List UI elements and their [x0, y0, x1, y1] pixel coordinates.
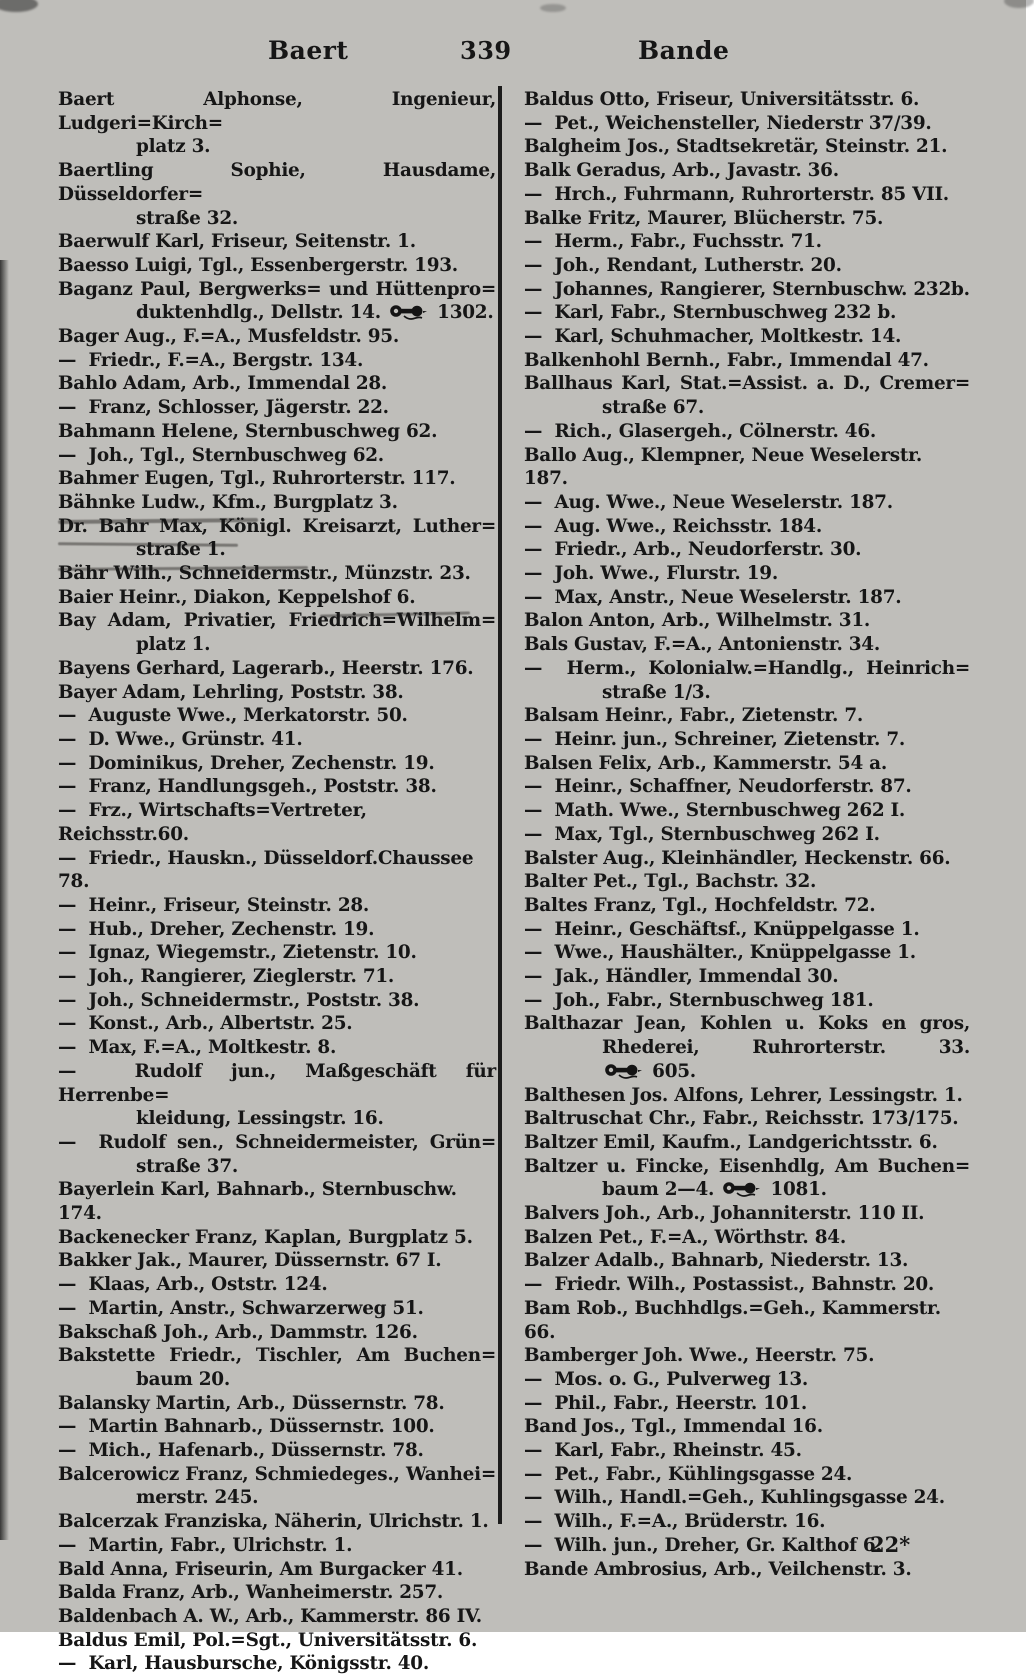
- entry-line: merstr. 245.: [136, 1487, 259, 1509]
- entry-line: Baldus Emil, Pol.=Sgt., Universitätsstr. 6.: [58, 1629, 478, 1651]
- directory-entry: [524, 88, 970, 112]
- directory-entry: [58, 681, 496, 705]
- directory-column-left: [58, 88, 496, 1676]
- entry-line: Balzer Adalb., Bahnarb, Niederstr. 13.: [524, 1250, 909, 1272]
- entry-line: — Ignaz, Wiegemstr., Zietenstr. 10.: [58, 942, 417, 964]
- directory-entry: [58, 1344, 496, 1391]
- scan-smudge: [0, 0, 38, 12]
- entry-line: — Martin, Fabr., Ulrichstr. 1.: [58, 1534, 353, 1556]
- entry-line: kleidung, Lessingstr. 16.: [136, 1108, 384, 1130]
- directory-entry: [524, 207, 970, 231]
- entry-line: — Jak., Händler, Immendal 30.: [524, 966, 839, 988]
- entry-line: Baertling Sophie, Hausdame, Düsseldorfer=: [58, 160, 496, 205]
- directory-entry: [524, 1107, 970, 1131]
- directory-entry: [58, 1415, 496, 1439]
- signature-mark: 22*: [870, 1532, 911, 1557]
- entry-line: Balcerowicz Franz, Schmiedeges., Wanhei=: [58, 1463, 496, 1485]
- directory-entry: [524, 657, 970, 704]
- entry-line: Bald Anna, Friseurin, Am Burgacker 41.: [58, 1558, 463, 1580]
- directory-entry: [58, 728, 496, 752]
- directory-entry: [58, 1178, 496, 1225]
- entry-line: Balsen Felix, Arb., Kammerstr. 54 a.: [524, 752, 887, 774]
- entry-line: — Konst., Arb., Albertstr. 25.: [58, 1013, 353, 1035]
- entry-line: — Dominikus, Dreher, Zechenstr. 19.: [58, 752, 435, 774]
- entry-line: Balke Fritz, Maurer, Blücherstr. 75.: [524, 207, 884, 229]
- entry-line: straße 1/3.: [602, 681, 711, 703]
- guide-word-right: Bande: [638, 36, 730, 65]
- directory-entry: [58, 1463, 496, 1510]
- directory-entry: [524, 278, 970, 302]
- entry-line: Baltes Franz, Tgl., Hochfeldstr. 72.: [524, 894, 876, 916]
- page-number: 339: [460, 36, 512, 65]
- entry-line: — Joh., Tgl., Sternbuschweg 62.: [58, 444, 384, 466]
- directory-column-right: [524, 88, 970, 1581]
- entry-line: — Mos. o. G., Pulverweg 13.: [524, 1368, 809, 1390]
- directory-entry: [58, 1012, 496, 1036]
- entry-line: Baldenbach A. W., Arb., Kammerstr. 86 IV.: [58, 1606, 482, 1627]
- entry-line: Bakstette Friedr., Tischler, Am Buchen=: [58, 1345, 496, 1367]
- entry-line: Bahmer Eugen, Tgl., Ruhrorterstr. 117.: [58, 468, 456, 490]
- entry-line: Balthesen Jos. Alfons, Lehrer, Lessingstr. 1.: [524, 1084, 963, 1106]
- directory-entry: [524, 752, 970, 776]
- directory-entry: [58, 1605, 496, 1629]
- entry-line: — Pet., Weichensteller, Niederstr 37/39.: [524, 112, 932, 134]
- directory-entry: [58, 372, 496, 396]
- directory-entry: [58, 965, 496, 989]
- directory-entry: [524, 444, 970, 491]
- directory-entry: [524, 965, 970, 989]
- entry-line: — Rich., Glasergeh., Cölnerstr. 46.: [524, 420, 877, 442]
- directory-entry: [524, 941, 970, 965]
- directory-entry: [58, 586, 496, 610]
- directory-entry: [524, 1486, 970, 1510]
- entry-line: Balthazar Jean, Kohlen u. Koks en gros,: [524, 1013, 970, 1035]
- directory-entry: [58, 420, 496, 444]
- directory-entry: [524, 1155, 970, 1202]
- entry-line: — Klaas, Arb., Oststr. 124.: [58, 1274, 328, 1296]
- entry-line: baum 2—4. 1081.: [602, 1179, 827, 1201]
- entry-line: Balvers Joh., Arb., Johanniterstr. 110 II.: [524, 1203, 925, 1225]
- entry-line: — Karl, Hausbursche, Königsstr. 40.: [58, 1653, 430, 1675]
- directory-entry: [58, 325, 496, 349]
- directory-entry: [58, 254, 496, 278]
- directory-entry: [58, 467, 496, 491]
- directory-entry: [58, 349, 496, 373]
- entry-line: — Joh., Schneidermstr., Poststr. 38.: [58, 989, 420, 1011]
- entry-line: — Karl, Fabr., Sternbuschweg 232 b.: [524, 302, 897, 324]
- directory-entry: [524, 704, 970, 728]
- entry-line: — Joh. Wwe., Flurstr. 19.: [524, 563, 778, 585]
- entry-line: — Martin Bahnarb., Düssernstr. 100.: [58, 1416, 435, 1438]
- entry-line: Balkenhohl Bernh., Fabr., Immendal 47.: [524, 349, 929, 371]
- scan-smudge: [540, 4, 566, 12]
- entry-line: Bay Adam, Privatier, Friedrich=Wilhelm=: [58, 610, 496, 632]
- entry-line: — Karl, Fabr., Rheinstr. 45.: [524, 1440, 802, 1462]
- entry-line: — Johannes, Rangierer, Sternbuschw. 232b.: [524, 278, 970, 300]
- entry-line: Bager Aug., F.=A., Musfeldstr. 95.: [58, 326, 400, 348]
- directory-entry: [524, 989, 970, 1013]
- directory-entry: [58, 847, 496, 894]
- entry-line: Balansky Martin, Arb., Düssernstr. 78.: [58, 1392, 445, 1414]
- entry-line: Rhederei, Ruhrorterstr. 33.: [602, 1037, 970, 1059]
- directory-entry: [524, 894, 970, 918]
- entry-line: Balon Anton, Arb., Wilhelmstr. 31.: [524, 610, 871, 632]
- directory-entry: [524, 775, 970, 799]
- directory-entry: [58, 657, 496, 681]
- directory-entry: [58, 1534, 496, 1558]
- entry-line: duktenhdlg., Dellstr. 14. 1302.: [136, 302, 494, 324]
- directory-entry: [58, 562, 496, 586]
- directory-entry: [524, 301, 970, 325]
- entry-line: — Rudolf jun., Maßgeschäft für Herrenbe=: [58, 1060, 496, 1106]
- directory-entry: [58, 775, 496, 799]
- entry-line: — Franz, Handlungsgeh., Poststr. 38.: [58, 776, 437, 798]
- entry-line: Bamberger Joh. Wwe., Heerstr. 75.: [524, 1345, 875, 1367]
- entry-line: baum 20.: [136, 1368, 231, 1390]
- directory-entry: [58, 444, 496, 468]
- entry-line: — Wilh., Handl.=Geh., Kuhlingsgasse 24.: [524, 1487, 945, 1509]
- directory-entry: [524, 1226, 970, 1250]
- entry-line: — Max, Tgl., Sternbuschweg 262 I.: [524, 823, 880, 845]
- directory-entry: [524, 1131, 970, 1155]
- entry-line: — Friedr., Arb., Neudorferstr. 30.: [524, 539, 862, 561]
- entry-line: Baerwulf Karl, Friseur, Seitenstr. 1.: [58, 231, 416, 253]
- directory-entry: [58, 1249, 496, 1273]
- directory-entry: [524, 325, 970, 349]
- scan-smudge: [1004, 0, 1034, 8]
- entry-line: — Herm., Fabr., Fuchsstr. 71.: [524, 231, 822, 253]
- entry-line: — Frz., Wirtschafts=Vertreter, Reichsstr.60.: [58, 800, 367, 845]
- entry-line: Balgheim Jos., Stadtsekretär, Steinstr. 21.: [524, 136, 948, 158]
- directory-entry: [524, 1392, 970, 1416]
- directory-entry: [524, 135, 970, 159]
- entry-line: — Phil., Fabr., Heerstr. 101.: [524, 1392, 808, 1414]
- telephone-icon: [390, 304, 428, 320]
- entry-line: — Heinr., Schaffner, Neudorferstr. 87.: [524, 776, 912, 798]
- directory-entry: [524, 1297, 970, 1344]
- entry-line: — Wilh. jun., Dreher, Gr. Kalthof 6.: [524, 1534, 882, 1556]
- directory-entry: [524, 515, 970, 539]
- directory-entry: [58, 1297, 496, 1321]
- directory-entry: [524, 562, 970, 586]
- entry-line: — Hub., Dreher, Zechenstr. 19.: [58, 918, 375, 940]
- directory-entry: [524, 1558, 970, 1582]
- entry-line: — Pet., Fabr., Kühlingsgasse 24.: [524, 1463, 853, 1485]
- entry-line: — Max, F.=A., Moltkestr. 8.: [58, 1037, 337, 1059]
- directory-entry: [58, 1131, 496, 1178]
- directory-entry: [524, 538, 970, 562]
- directory-entry: [58, 1581, 496, 1605]
- entry-line: Bahlo Adam, Arb., Immendal 28.: [58, 373, 388, 395]
- directory-entry: [58, 88, 496, 159]
- entry-line: Baesso Luigi, Tgl., Essenbergerstr. 193.: [58, 254, 458, 276]
- entry-line: — Wilh., F.=A., Brüderstr. 16.: [524, 1511, 826, 1533]
- entry-line: Balzen Pet., F.=A., Wörthstr. 84.: [524, 1226, 846, 1248]
- directory-entry: [58, 752, 496, 776]
- entry-line: — Auguste Wwe., Merkatorstr. 50.: [58, 705, 408, 727]
- entry-line: Dr. Bahr Max, Königl. Kreisarzt, Luther=: [58, 515, 496, 537]
- directory-entry: [524, 728, 970, 752]
- entry-line: — Joh., Rendant, Lutherstr. 20.: [524, 254, 842, 276]
- directory-entry: [524, 159, 970, 183]
- directory-entry: [58, 1558, 496, 1582]
- entry-line: — Heinr., Geschäftsf., Knüppelgasse 1.: [524, 918, 920, 940]
- entry-line: platz 1.: [136, 634, 211, 656]
- entry-line: — Martin, Anstr., Schwarzerweg 51.: [58, 1297, 424, 1319]
- entry-line: Baier Heinr., Diakon, Keppelshof 6.: [58, 586, 416, 608]
- directory-entry: [524, 586, 970, 610]
- entry-line: Bayens Gerhard, Lagerarb., Heerstr. 176.: [58, 657, 474, 679]
- entry-line: — Joh., Fabr., Sternbuschweg 181.: [524, 989, 874, 1011]
- entry-line: — Friedr., Hauskn., Düsseldorf.Chaussee 78.: [58, 847, 474, 893]
- directory-entry: [58, 894, 496, 918]
- entry-line: — Heinr. jun., Schreiner, Zietenstr. 7.: [524, 728, 906, 750]
- entry-line: Balda Franz, Arb., Wanheimerstr. 257.: [58, 1582, 444, 1604]
- entry-line: Bahmann Helene, Sternbuschweg 62.: [58, 420, 438, 442]
- entry-line: — Rudolf sen., Schneidermeister, Grün=: [58, 1131, 496, 1153]
- entry-line: Balster Aug., Kleinhändler, Heckenstr. 66.: [524, 847, 951, 869]
- directory-entry: [58, 1273, 496, 1297]
- directory-entry: [58, 491, 496, 515]
- directory-entry: [524, 1510, 970, 1534]
- telephone-icon: [605, 1063, 643, 1079]
- directory-entry: [58, 918, 496, 942]
- directory-entry: [524, 254, 970, 278]
- entry-line: — Mich., Hafenarb., Düssernstr. 78.: [58, 1440, 424, 1462]
- entry-line: Baltzer u. Fincke, Eisenhdlg, Am Buchen=: [524, 1155, 970, 1177]
- entry-line: — Franz, Schlosser, Jägerstr. 22.: [58, 397, 389, 419]
- directory-entry: [524, 1368, 970, 1392]
- entry-line: Ballo Aug., Klempner, Neue Weselerstr. 187.: [524, 444, 923, 490]
- entry-line: Baltruschat Chr., Fabr., Reichsstr. 173/175.: [524, 1108, 959, 1130]
- telephone-icon: [723, 1181, 761, 1197]
- entry-line: Balsam Heinr., Fabr., Zietenstr. 7.: [524, 705, 864, 727]
- entry-line: Baltzer Emil, Kaufm., Landgerichtsstr. 6.: [524, 1131, 938, 1153]
- directory-entry: [58, 278, 496, 325]
- entry-line: Bayerlein Karl, Bahnarb., Sternbuschw. 174.: [58, 1179, 457, 1225]
- entry-line: Backenecker Franz, Kaplan, Burgplatz 5.: [58, 1226, 473, 1248]
- entry-line: — Friedr. Wilh., Postassist., Bahnstr. 20.: [524, 1274, 935, 1296]
- entry-line: — Friedr., F.=A., Bergstr. 134.: [58, 349, 364, 371]
- directory-entry: [524, 183, 970, 207]
- entry-line: Baert Alphonse, Ingenieur, Ludgeri=Kirch=: [58, 89, 496, 134]
- directory-entry: [58, 799, 496, 846]
- directory-entry: [58, 989, 496, 1013]
- entry-line: Bande Ambrosius, Arb., Veilchenstr. 3.: [524, 1558, 912, 1580]
- directory-entry: [58, 1439, 496, 1463]
- entry-line: straße 32.: [136, 207, 239, 229]
- entry-line: — Wwe., Haushälter., Knüppelgasse 1.: [524, 942, 916, 964]
- directory-entry: [524, 870, 970, 894]
- directory-entry: [58, 1036, 496, 1060]
- entry-line: Bakschaß Joh., Arb., Dammstr. 126.: [58, 1321, 418, 1343]
- guide-word-left: Baert: [268, 36, 349, 65]
- directory-entry: [524, 1415, 970, 1439]
- directory-entry: [58, 396, 496, 420]
- entry-line: Bam Rob., Buchhdlgs.=Geh., Kammerstr. 66.: [524, 1297, 941, 1343]
- entry-line: Band Jos., Tgl., Immendal 16.: [524, 1416, 823, 1438]
- entry-line: — Aug. Wwe., Reichsstr. 184.: [524, 515, 822, 537]
- directory-entry: [524, 230, 970, 254]
- directory-entry: [524, 1463, 970, 1487]
- entry-line: — Max, Anstr., Neue Weselerstr. 187.: [524, 586, 902, 608]
- entry-line: — Aug. Wwe., Neue Weselerstr. 187.: [524, 491, 893, 513]
- entry-line: Bals Gustav, F.=A., Antonienstr. 34.: [524, 634, 881, 656]
- directory-entry: [58, 1629, 496, 1653]
- entry-line: straße 1.: [136, 539, 226, 561]
- directory-entry: [58, 609, 496, 656]
- entry-line: platz 3.: [136, 136, 211, 158]
- scan-edge-shadow: [0, 260, 9, 1540]
- directory-entry: [58, 704, 496, 728]
- directory-entry: [524, 112, 970, 136]
- directory-entry: [524, 420, 970, 444]
- directory-entry: [58, 1652, 496, 1676]
- entry-line: Bähr Wilh., Schneidermstr., Münzstr. 23.: [58, 563, 471, 585]
- directory-entry: [58, 1226, 496, 1250]
- entry-line: straße 67.: [602, 397, 705, 419]
- directory-entry: [58, 230, 496, 254]
- directory-entry: [524, 491, 970, 515]
- directory-entry: [524, 609, 970, 633]
- directory-entry: [58, 1321, 496, 1345]
- entry-line: Balter Pet., Tgl., Bachstr. 32.: [524, 871, 817, 893]
- directory-entry: [524, 633, 970, 657]
- entry-line: — Heinr., Friseur, Steinstr. 28.: [58, 894, 370, 916]
- directory-entry: [524, 1012, 970, 1083]
- entry-line: — Karl, Schuhmacher, Moltkestr. 14.: [524, 326, 902, 348]
- directory-entry: [524, 1202, 970, 1226]
- directory-entry: [524, 918, 970, 942]
- directory-entry: [524, 1249, 970, 1273]
- entry-line: Bähnke Ludw., Kfm., Burgplatz 3.: [58, 491, 398, 513]
- entry-line: Balk Geradus, Arb., Javastr. 36.: [524, 160, 839, 182]
- entry-line: Balcerzak Franziska, Näherin, Ulrichstr. 1.: [58, 1511, 489, 1533]
- directory-entry: [58, 1510, 496, 1534]
- entry-line: Bayer Adam, Lehrling, Poststr. 38.: [58, 681, 404, 703]
- directory-entry: [524, 1439, 970, 1463]
- column-divider-rule: [498, 86, 502, 1524]
- directory-entry: [524, 349, 970, 373]
- directory-entry: [524, 847, 970, 871]
- entry-line: Ballhaus Karl, Stat.=Assist. a. D., Cremer=: [524, 373, 970, 395]
- directory-entry: [524, 1084, 970, 1108]
- entry-line: — Hrch., Fuhrmann, Ruhrorterstr. 85 VII.: [524, 183, 949, 205]
- directory-entry: [524, 372, 970, 419]
- directory-entry: [58, 941, 496, 965]
- directory-entry: [58, 1392, 496, 1416]
- directory-entry: [58, 159, 496, 230]
- directory-entry: [524, 823, 970, 847]
- directory-entry: [524, 799, 970, 823]
- entry-line: straße 37.: [136, 1155, 239, 1177]
- entry-line: Bakker Jak., Maurer, Düssernstr. 67 I.: [58, 1250, 442, 1272]
- entry-line: — Math. Wwe., Sternbuschweg 262 I.: [524, 800, 906, 822]
- entry-line: — D. Wwe., Grünstr. 41.: [58, 728, 303, 750]
- entry-line: Baganz Paul, Bergwerks= und Hüttenpro=: [58, 278, 496, 300]
- entry-line: 605.: [524, 1060, 970, 1084]
- directory-entry: [58, 1060, 496, 1131]
- entry-line: — Herm., Kolonialw.=Handlg., Heinrich=: [524, 657, 970, 679]
- entry-line: Baldus Otto, Friseur, Universitätsstr. 6.: [524, 89, 920, 110]
- directory-entry: [524, 1273, 970, 1297]
- directory-entry: [524, 1344, 970, 1368]
- entry-line: — Joh., Rangierer, Zieglerstr. 71.: [58, 966, 395, 988]
- directory-entry: [58, 515, 496, 562]
